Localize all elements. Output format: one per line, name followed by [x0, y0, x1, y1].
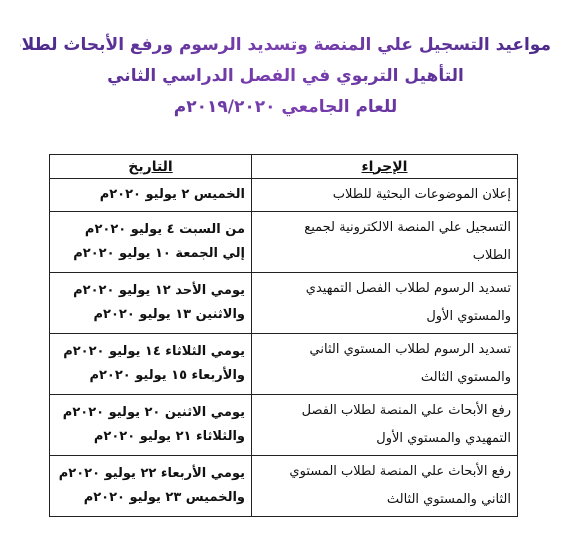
table-row [50, 273, 518, 334]
action-text-line: رفع الأبحاث علي المنصة لطلاب المستوي [289, 464, 511, 479]
action-cell [252, 395, 518, 456]
action-text-line: التمهيدي والمستوي الأول [376, 431, 511, 446]
date-text-line: يومي الأربعاء ٢٢ يوليو ٢٠٢٠م [58, 466, 245, 481]
date-cell [50, 212, 252, 273]
action-cell [252, 334, 518, 395]
document-header [4, 30, 551, 123]
date-text-line: والأربعاء ١٥ يوليو ٢٠٢٠م [89, 368, 245, 383]
header-title-line-1: مواعيد التسجيل علي المنصة وتسديد الرسوم ورفع الأبحاث لطلاب [20, 30, 551, 61]
date-cell [50, 179, 252, 212]
date-text-line: الخميس ٢ يوليو ٢٠٢٠م [99, 187, 245, 202]
column-header-action: الإجراء [252, 155, 518, 179]
date-text-line: إلي الجمعة ١٠ يوليو ٢٠٢٠م [73, 246, 245, 261]
header-title-line-2: التأهيل التربوي في الفصل الدراسي الثاني [20, 61, 551, 92]
action-text-line: رفع الأبحاث علي المنصة لطلاب الفصل [301, 403, 511, 418]
date-text-line: والاثنين ١٣ يوليو ٢٠٢٠م [93, 307, 245, 322]
action-cell [252, 273, 518, 334]
action-cell [252, 212, 518, 273]
header-title-line-3: للعام الجامعي ٢٠١٩/٢٠٢٠م [20, 92, 551, 123]
date-text-line: يومي الاثنين ٢٠ يوليو ٢٠٢٠م [62, 405, 245, 420]
date-text-line: يومي الثلاثاء ١٤ يوليو ٢٠٢٠م [63, 344, 245, 359]
action-text-line: تسديد الرسوم لطلاب المستوي الثاني [309, 342, 511, 357]
table-row [50, 395, 518, 456]
date-text-line: والثلاثاء ٢١ يوليو ٢٠٢٠م [93, 429, 245, 444]
table-body [50, 179, 518, 517]
action-cell [252, 456, 518, 517]
action-text-line: والمستوي الثالث [420, 370, 511, 385]
schedule-table-container [50, 154, 518, 517]
date-cell [50, 456, 252, 517]
table-row [50, 334, 518, 395]
schedule-table [49, 154, 518, 517]
table-row [50, 212, 518, 273]
date-cell [50, 334, 252, 395]
date-cell [50, 273, 252, 334]
column-header-date: التاريخ [50, 155, 252, 179]
action-text-line: إعلان الموضوعات البحثية للطلاب [332, 187, 511, 202]
action-text-line: تسديد الرسوم لطلاب الفصل التمهيدي [305, 281, 511, 296]
date-text-line: من السبت ٤ يوليو ٢٠٢٠م [84, 222, 245, 237]
table-header-row [50, 155, 518, 179]
table-row [50, 456, 518, 517]
action-text-line: الثاني والمستوي الثالث [386, 492, 511, 507]
table-row [50, 179, 518, 212]
date-cell [50, 395, 252, 456]
date-text-line: يومي الأحد ١٢ يوليو ٢٠٢٠م [73, 283, 245, 298]
action-cell [252, 179, 518, 212]
date-text-line: والخميس ٢٣ يوليو ٢٠٢٠م [83, 490, 245, 505]
action-text-line: والمستوي الأول [426, 309, 511, 324]
action-text-line: التسجيل علي المنصة الالكترونية لجميع [304, 220, 511, 235]
action-text-line: الطلاب [472, 248, 511, 263]
